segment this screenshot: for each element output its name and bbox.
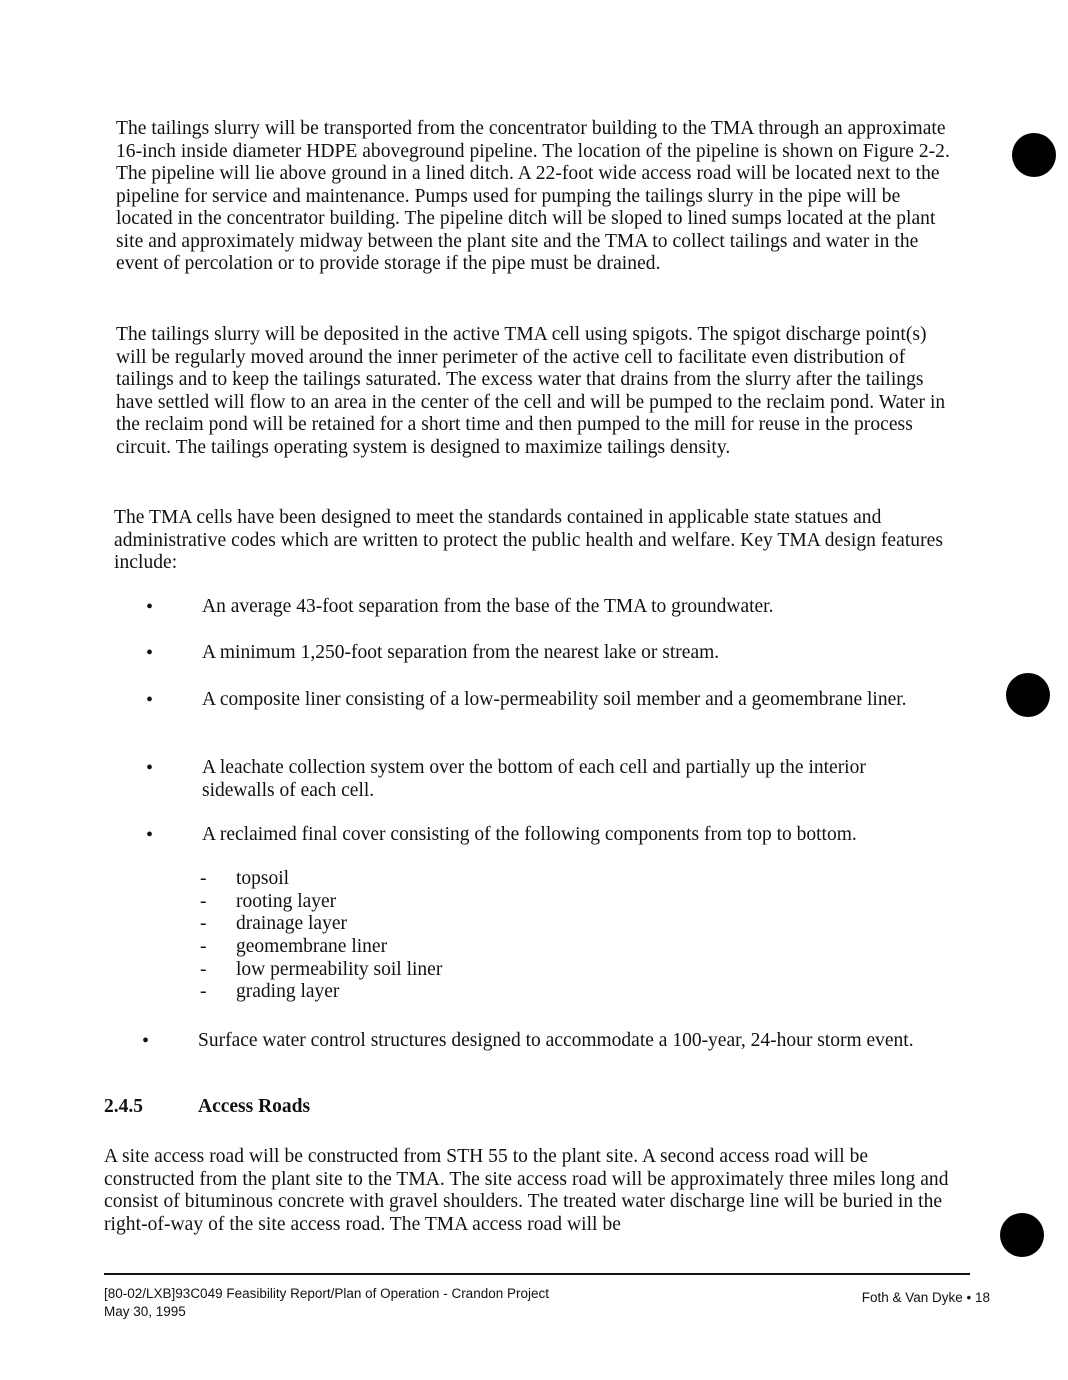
paragraph-access-roads: A site access road will be constructed from STH 55 to the plant site. A second access road will be constructed from the plant site to the TMA. The site access road will be approximately three miles long and consist of bituminous concrete with gravel shoulders. The treated water discharge line will be buried in the right-of-way of the site access road. The TMA access road will be xyxy=(104,1146,949,1235)
bullet-icon: • xyxy=(146,824,154,846)
design-feature-text: A leachate collection system over the bottom of each cell and partially up the interior sidewalls of each cell. xyxy=(202,757,866,801)
list-item xyxy=(200,936,442,959)
binder-hole-icon xyxy=(1000,1213,1044,1257)
cover-component-label: grading layer xyxy=(236,981,340,1003)
binder-hole-icon xyxy=(1012,133,1056,177)
dash-marker: - xyxy=(200,981,207,1003)
list-item xyxy=(200,891,442,914)
footer-document-ref: [80-02/LXB]93C049 Feasibility Report/Plan of Operation - Crandon Project xyxy=(104,1286,549,1301)
footer-left xyxy=(104,1285,664,1321)
bullet-icon: • xyxy=(146,689,154,711)
cover-component-label: topsoil xyxy=(236,868,290,889)
design-feature-text: An average 43-foot separation from the base of the TMA to groundwater. xyxy=(202,596,774,617)
section-number: 2.4.5 xyxy=(104,1096,143,1117)
bullet-icon: • xyxy=(146,642,154,664)
dash-marker: - xyxy=(200,936,207,958)
design-feature-text: A composite liner consisting of a low-permeability soil member and a geomembrane liner. xyxy=(202,689,907,710)
cover-components-list xyxy=(200,868,442,1004)
list-item xyxy=(200,868,442,891)
dash-marker: - xyxy=(200,890,207,912)
bullet-icon: • xyxy=(146,757,154,779)
bullet-icon: • xyxy=(146,596,154,618)
section-title: Access Roads xyxy=(198,1096,311,1117)
cover-component-label: geomembrane liner xyxy=(236,936,388,958)
dash-marker: - xyxy=(200,868,207,889)
dash-marker: - xyxy=(200,958,207,980)
design-feature-text: A minimum 1,250-foot separation from the nearest lake or stream. xyxy=(202,642,720,663)
cover-component-label: rooting layer xyxy=(236,890,337,912)
paragraph-tma-design: The TMA cells have been designed to meet the standards contained in applicable state statues and administrative codes which are written to protect the public health and welfare. Key TMA design features include: xyxy=(114,507,943,573)
list-item xyxy=(200,981,442,1004)
binder-hole-icon xyxy=(1006,673,1050,717)
bullet-icon: • xyxy=(142,1030,150,1052)
list-item xyxy=(200,913,442,936)
cover-component-label: drainage layer xyxy=(236,913,347,935)
footer-page-info: Foth & Van Dyke • 18 xyxy=(861,1290,990,1305)
dash-marker: - xyxy=(200,913,207,935)
design-feature-text: A reclaimed final cover consisting of the following components from top to bottom. xyxy=(202,824,857,845)
footer-divider xyxy=(104,1273,970,1275)
cover-component-label: low permeability soil liner xyxy=(236,958,443,980)
design-feature-text: Surface water control structures designed to accommodate a 100-year, 24-hour storm event. xyxy=(198,1030,914,1051)
paragraph-tailings-deposition: The tailings slurry will be deposited in the active TMA cell using spigots. The spigot discharge point(s) will be regularly moved around the inner perimeter of the active cell to facilitate even distribution of tailings and to keep the tailings saturated. The excess water that drains from the slurry after the tailings have settled will flow to an area in the center of the cell and will be pumped to the reclaim pond. Water in the reclaim pond will be retained for a short time and then pumped to the mill for reuse in the process circuit. The tailings operating system is designed to maximize tailings density. xyxy=(116,324,946,458)
footer-date: May 30, 1995 xyxy=(104,1304,186,1319)
list-item xyxy=(200,959,442,982)
paragraph-tailings-pipeline: The tailings slurry will be transported from the concentrator building to the TMA through an approximate 16-inch inside diameter HDPE aboveground pipeline. The location of the pipeline is shown on Figure 2-2. The pipeline will lie above ground in a lined ditch. A 22-foot wide access road will be located next to the pipeline for service and maintenance. Pumps used for pumping the tailings slurry in the pipe will be located in the concentrator building. The pipeline ditch will be sloped to lined sumps located at the plant site and approximately midway between the plant site and the TMA to collect tailings and water in the event of percolation or to provide storage if the pipe must be drained. xyxy=(116,118,950,274)
